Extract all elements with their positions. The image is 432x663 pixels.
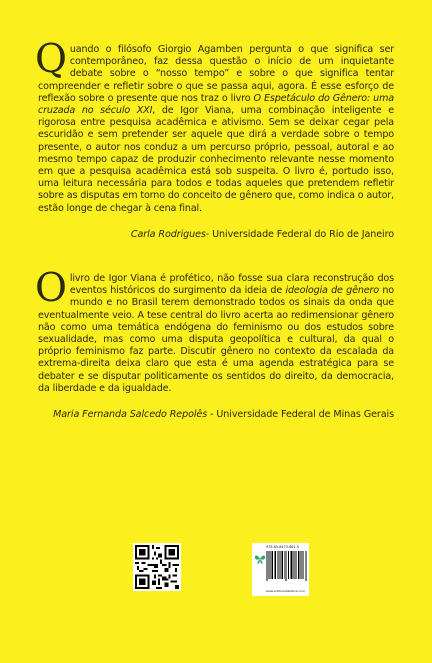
blurb-text-1: livro de Igor Viana é profético, não fosse sua clara reconstrução dos eventos históricos do surgimento da ideia de — [69, 273, 394, 297]
author-name: Maria Fernanda Salcedo Repolês — [53, 409, 208, 421]
butterfly-logo-icon — [254, 553, 266, 565]
blurb-paragraph — [35, 266, 395, 395]
barcode-icon — [266, 551, 307, 584]
author-institution: - Universidade Federal de Minas Gerais — [207, 409, 394, 421]
attribution — [38, 409, 394, 421]
author-institution: - Universidade Federal do Rio de Janeiro — [205, 228, 394, 240]
website-text: www.editoradialetica.com — [266, 589, 305, 593]
author-name: Carla Rodrigues — [130, 228, 206, 240]
qr-code-icon — [133, 543, 181, 591]
blurb-maria-fernanda — [35, 266, 395, 421]
barcode-label — [252, 543, 309, 596]
blurb-carla-rodrigues — [35, 37, 395, 241]
blurb-text-2: no mundo e no Brasil terem demonstrado todos os sinais da onda que eventualmente veio. A tese central do livro acerta ao redimensionar gênero não como uma temática endógena do feminismo ou dos estudos sobre sexualidade, mas como uma disputa geopolítica e cultural, da qual o próprio feminismo faz parte. Discutir gênero no contexto da escalada da extrema-direita deixa claro que esta é uma agenda estratégica para se debater e se disputar politicamente os sentidos do direito, da democracia, da liberdade e da igualdade. — [38, 285, 395, 394]
drop-cap: O — [35, 266, 67, 311]
blurb-paragraph — [35, 37, 395, 215]
drop-cap: Q — [35, 37, 67, 82]
emphasis-term: ideologia de gênero — [285, 285, 380, 297]
attribution — [38, 229, 394, 241]
book-title: O Espetáculo do Gênero: uma cruzada no século XXI — [38, 92, 394, 117]
blurb-text-1: uando o filósofo Giorgio Agamben pergunta o que significa ser contemporâneo, faz dessa questão o início de um inquietante debate sobre o “nosso tempo” e sobre o que significa tentar compreender e refletir sobre o que se passa aqui, agora. É esse esforço de reflexão sobre o presente que nos traz o livro — [38, 44, 394, 104]
blurb-text-2: , de Igor Viana, uma combinação inteligente e rigorosa entre pesquisa acadêmica e ativismo. Sem se deixar cegar pela escuridão e sem pretender ser aquele que dirá a verdade sobre o tempo presente, o autor nos conduz a um percurso próprio, pessoal, autoral e ao mesmo tempo capaz de produzir conhecimento relevante nesse momento em que a pesquisa acadêmica está sob suspeita. O livro é, portudo isso, uma leitura necessária para todos e todas aqueles que pretendem refletir sobre as disputas em torno do conceito de gênero que, como indica o autor, estão longe de chegar à cena final. — [38, 105, 395, 214]
isbn-text: 978-65-8475-661-0 — [266, 545, 299, 549]
